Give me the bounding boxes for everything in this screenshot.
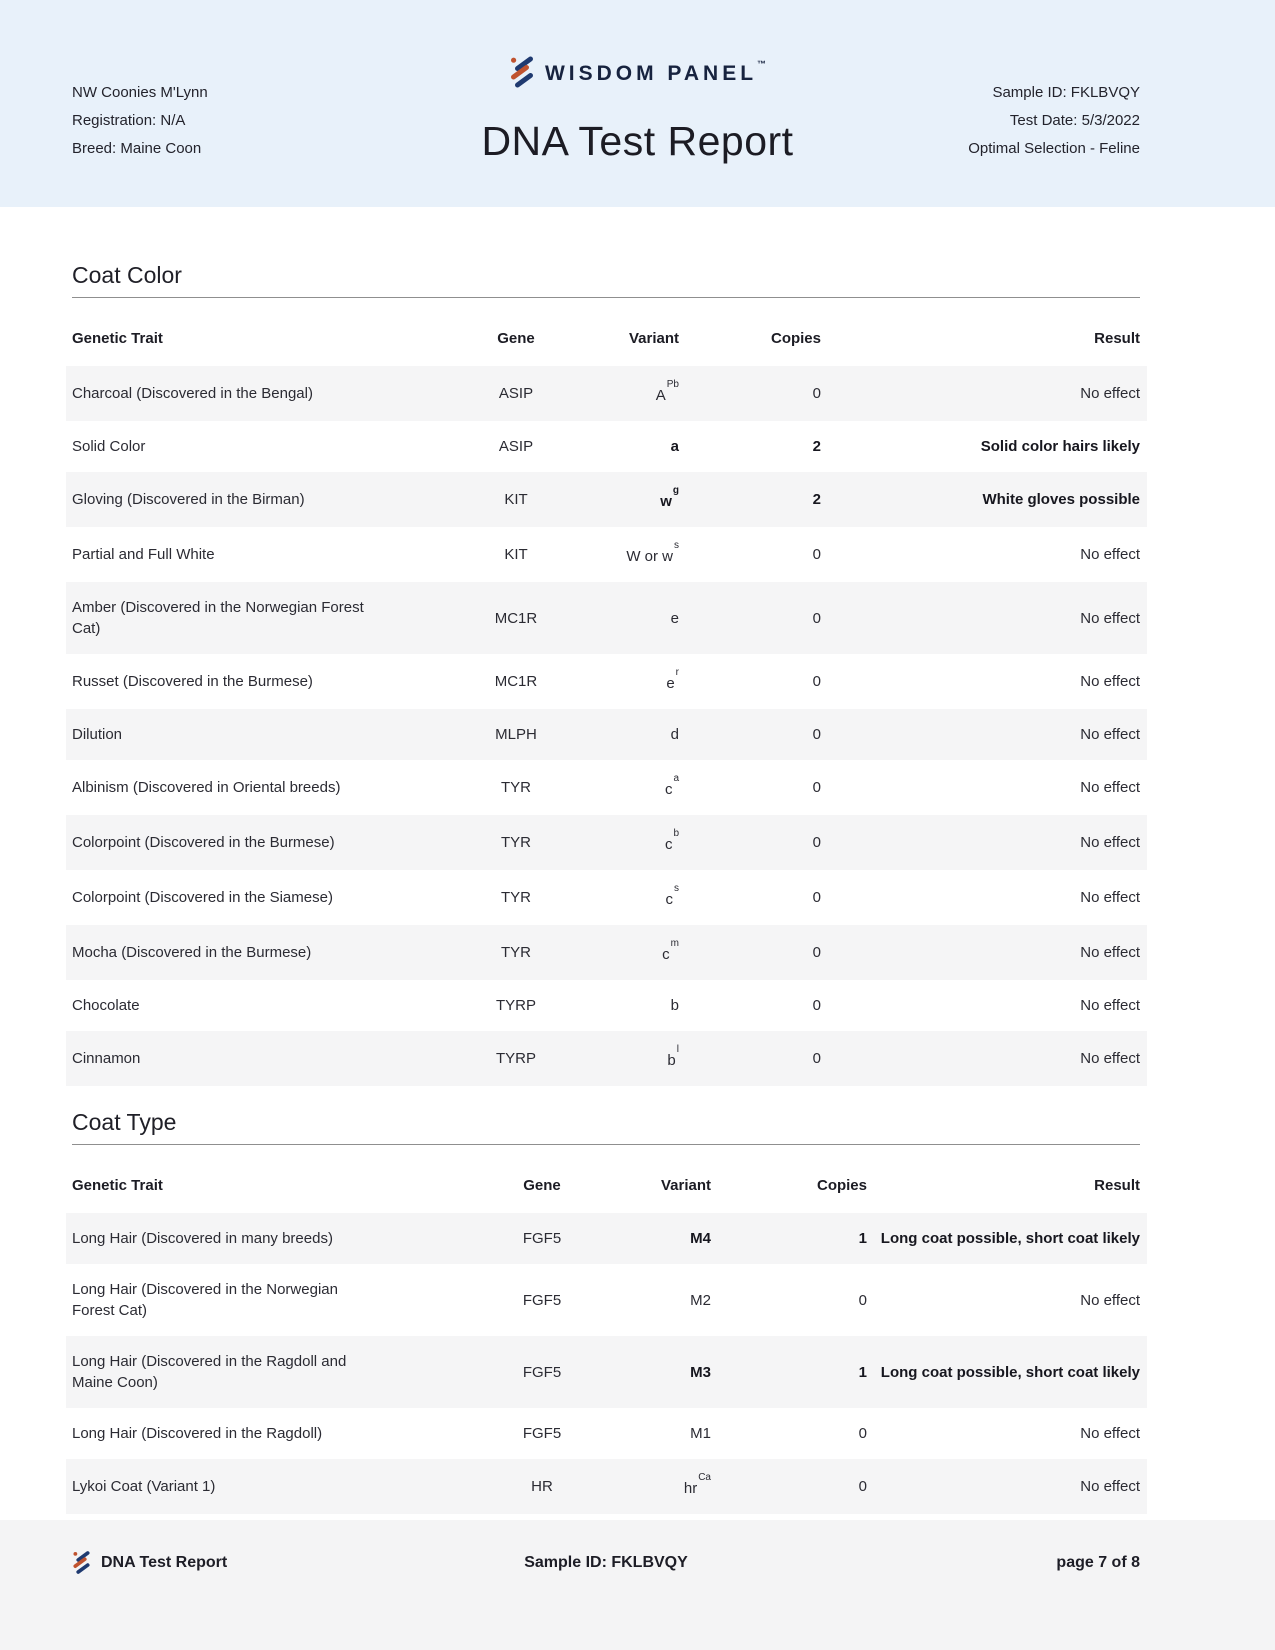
result-cell: No effect [1080, 779, 1140, 796]
gene-cell: TYR [501, 834, 531, 851]
copies-cell: 0 [812, 546, 821, 563]
copies-cell: 2 [812, 438, 821, 455]
gene-cell: ASIP [498, 385, 534, 402]
table-row [66, 760, 1147, 815]
table-row [66, 527, 1147, 582]
table-header-row [66, 1145, 1147, 1213]
trait-cell [66, 709, 446, 760]
trait-cell [66, 870, 446, 925]
result-cell: No effect [1080, 1291, 1140, 1309]
trait-cell [66, 366, 446, 421]
copies-cell: 0 [812, 726, 821, 743]
result-cell: No effect [1080, 889, 1140, 906]
trait-name: Colorpoint (Discovered in the Siamese) [72, 889, 333, 906]
report-body [0, 261, 1275, 1569]
trait-cell [66, 527, 446, 582]
column-header: Result [1094, 1177, 1140, 1194]
table-row [66, 980, 1147, 1031]
trait-name: Solid Color [72, 438, 146, 455]
pet-breed: Breed: Maine Coon [72, 140, 202, 157]
variant-superscript: Ca [698, 1472, 711, 1483]
section-coat-type [0, 1108, 1275, 1569]
copies-cell: 0 [858, 1425, 867, 1442]
brand-name: WISDOM PANEL [544, 62, 758, 85]
variant-cell: $A^{Pb}$ [655, 379, 679, 404]
trademark-symbol: ™ [757, 59, 767, 69]
gene-cell: FGF5 [522, 1230, 562, 1247]
variant-superscript: m [670, 938, 679, 949]
table-row [66, 582, 1147, 654]
variant-cell: M4 [690, 1230, 711, 1247]
section-coat-color [0, 261, 1275, 1086]
trait-cell [66, 1336, 470, 1408]
result-cell: No effect [1080, 834, 1140, 851]
variant-cell: $c^b$ [664, 828, 679, 853]
result-cell: No effect [1080, 1050, 1140, 1067]
footer-page-number: page 7 of 8 [1056, 1553, 1140, 1571]
variant-cell: M1 [690, 1425, 711, 1442]
gene-cell: MLPH [495, 726, 537, 743]
gene-cell: KIT [504, 491, 528, 508]
trait-cell [66, 1408, 470, 1459]
variant-cell: $c^m$ [662, 938, 679, 963]
variant-superscript: g [672, 485, 679, 496]
copies-cell: 0 [858, 1291, 867, 1309]
section-title-coat-color: Coat Color [72, 262, 182, 288]
column-header: Genetic Trait [72, 1177, 163, 1194]
result-cell: Long coat possible, short coat likely [880, 1363, 1140, 1381]
wisdom-panel-logo-icon [509, 55, 535, 89]
trait-name: Albinism (Discovered in Oriental breeds) [72, 779, 341, 796]
copies-cell: 2 [812, 491, 821, 508]
column-header: Result [1094, 330, 1140, 347]
trait-name: Amber (Discovered in the Norwegian Forest Cat) [72, 599, 364, 637]
table-row [66, 709, 1147, 760]
column-header: Variant [628, 330, 679, 347]
variant-cell: $w^g$ [660, 485, 679, 510]
table-row [66, 421, 1147, 472]
variant-cell: M2 [690, 1291, 711, 1309]
table-row [66, 925, 1147, 980]
copies-cell: 0 [812, 997, 821, 1014]
section-title-coat-type: Coat Type [72, 1109, 177, 1135]
result-cell: No effect [1080, 726, 1140, 743]
trait-cell [66, 1459, 470, 1514]
variant-cell: $c^s$ [665, 883, 679, 908]
variant-cell: $c^a$ [664, 773, 679, 798]
gene-cell: MC1R [494, 609, 538, 627]
copies-cell: 1 [858, 1363, 867, 1381]
table-row [66, 654, 1147, 709]
coat-color-table [66, 298, 1147, 1086]
wisdom-panel-logo-icon [72, 1550, 91, 1575]
table-row [66, 815, 1147, 870]
copies-cell: 0 [812, 779, 821, 796]
product-name: Optimal Selection - Feline [968, 140, 1140, 157]
trait-name: Partial and Full White [72, 546, 215, 563]
pet-name: NW Coonies M'Lynn [72, 84, 208, 101]
footer-report-label: DNA Test Report [101, 1553, 228, 1571]
variant-superscript: b [673, 828, 679, 839]
copies-cell: 0 [812, 889, 821, 906]
result-cell: Solid color hairs likely [980, 438, 1140, 455]
variant-superscript: s [674, 540, 679, 551]
result-cell: No effect [1080, 385, 1140, 402]
trait-name: Dilution [72, 726, 123, 743]
copies-cell: 0 [812, 385, 821, 402]
trait-cell [66, 815, 446, 870]
report-footer [0, 1520, 1275, 1650]
copies-cell: 0 [858, 1478, 867, 1495]
trait-name: Cinnamon [72, 1050, 141, 1067]
table-row [66, 366, 1147, 421]
trait-name: Long Hair (Discovered in the Norwegian Forest Cat) [72, 1281, 338, 1319]
copies-cell: 0 [812, 834, 821, 851]
result-cell: No effect [1080, 997, 1140, 1014]
trait-cell [66, 654, 446, 709]
pet-registration: Registration: N/A [72, 112, 186, 129]
trait-cell [66, 760, 446, 815]
trait-cell [66, 980, 446, 1031]
table-row [66, 1213, 1147, 1264]
table-row [66, 1336, 1147, 1408]
trait-name: Charcoal (Discovered in the Bengal) [72, 385, 313, 402]
sample-info [968, 79, 1140, 163]
trait-name: Gloving (Discovered in the Birman) [72, 491, 305, 508]
gene-cell: ASIP [498, 438, 534, 455]
column-header: Genetic Trait [72, 330, 163, 347]
table-row [66, 1031, 1147, 1086]
result-cell: No effect [1080, 1478, 1140, 1495]
copies-cell: 0 [812, 1050, 821, 1067]
result-cell: White gloves possible [982, 491, 1140, 508]
trait-name: Long Hair (Discovered in the Ragdoll and Maine Coon) [72, 1353, 347, 1391]
table-row [66, 472, 1147, 527]
trait-name: Colorpoint (Discovered in the Burmese) [72, 834, 335, 851]
column-header: Copies [816, 1177, 867, 1194]
table-row [66, 1408, 1147, 1459]
trait-name: Mocha (Discovered in the Burmese) [72, 944, 312, 961]
gene-cell: FGF5 [522, 1425, 562, 1442]
variant-superscript: l [676, 1044, 679, 1055]
trait-name: Chocolate [72, 997, 140, 1014]
variant-cell: a [670, 438, 679, 455]
column-header: Gene [497, 330, 535, 347]
result-cell: Long coat possible, short coat likely [880, 1230, 1140, 1247]
trait-cell [66, 1213, 470, 1264]
trait-cell [66, 1031, 446, 1086]
table-header-row [66, 298, 1147, 366]
variant-superscript: s [674, 883, 679, 894]
gene-cell: FGF5 [522, 1363, 562, 1381]
gene-cell: KIT [504, 546, 528, 563]
table-row [66, 870, 1147, 925]
variant-cell: d [670, 726, 679, 743]
copies-cell: 0 [812, 944, 821, 961]
result-cell: No effect [1080, 609, 1140, 627]
variant-superscript: Pb [666, 379, 679, 390]
gene-cell: FGF5 [522, 1291, 562, 1309]
copies-cell: 1 [858, 1230, 867, 1247]
variant-superscript: r [675, 667, 679, 678]
variant-cell: b [670, 997, 679, 1014]
gene-cell: MC1R [494, 673, 538, 690]
variant-cell: W or $w^s$ [626, 540, 679, 565]
gene-cell: TYRP [495, 1050, 536, 1067]
variant-cell: $e^r$ [666, 667, 679, 692]
gene-cell: TYR [501, 779, 531, 796]
trait-cell [66, 421, 446, 472]
trait-name: Long Hair (Discovered in the Ragdoll) [72, 1425, 323, 1442]
column-header: Variant [660, 1177, 711, 1194]
column-header: Copies [770, 330, 821, 347]
gene-cell: HR [531, 1478, 553, 1495]
gene-cell: TYR [501, 944, 531, 961]
test-date: Test Date: 5/3/2022 [1009, 112, 1140, 129]
variant-cell: $hr^{Ca}$ [683, 1472, 711, 1497]
trait-name: Long Hair (Discovered in many breeds) [72, 1230, 333, 1247]
coat-type-table [66, 1145, 1147, 1569]
gene-cell: TYR [501, 889, 531, 906]
gene-cell: TYRP [495, 997, 536, 1014]
variant-cell: $b^l$ [667, 1044, 679, 1069]
trait-name: Lykoi Coat (Variant 1) [72, 1478, 216, 1495]
result-cell: No effect [1080, 944, 1140, 961]
report-header [0, 0, 1275, 207]
copies-cell: 0 [812, 673, 821, 690]
column-header: Gene [523, 1177, 561, 1194]
footer-sample-id: Sample ID: FKLBVQY [524, 1553, 688, 1571]
trait-cell [66, 925, 446, 980]
trait-cell [66, 472, 446, 527]
trait-name: Russet (Discovered in the Burmese) [72, 673, 313, 690]
trait-cell [66, 1264, 470, 1336]
variant-cell: e [670, 609, 679, 627]
trait-cell [66, 582, 446, 654]
sample-id: Sample ID: FKLBVQY [992, 84, 1140, 101]
table-row [66, 1264, 1147, 1336]
page-title: DNA Test Report [481, 118, 794, 164]
result-cell: No effect [1080, 673, 1140, 690]
variant-cell: M3 [690, 1363, 711, 1381]
result-cell: No effect [1080, 546, 1140, 563]
copies-cell: 0 [812, 609, 821, 627]
result-cell: No effect [1080, 1425, 1140, 1442]
table-row [66, 1459, 1147, 1514]
variant-superscript: a [673, 773, 679, 784]
